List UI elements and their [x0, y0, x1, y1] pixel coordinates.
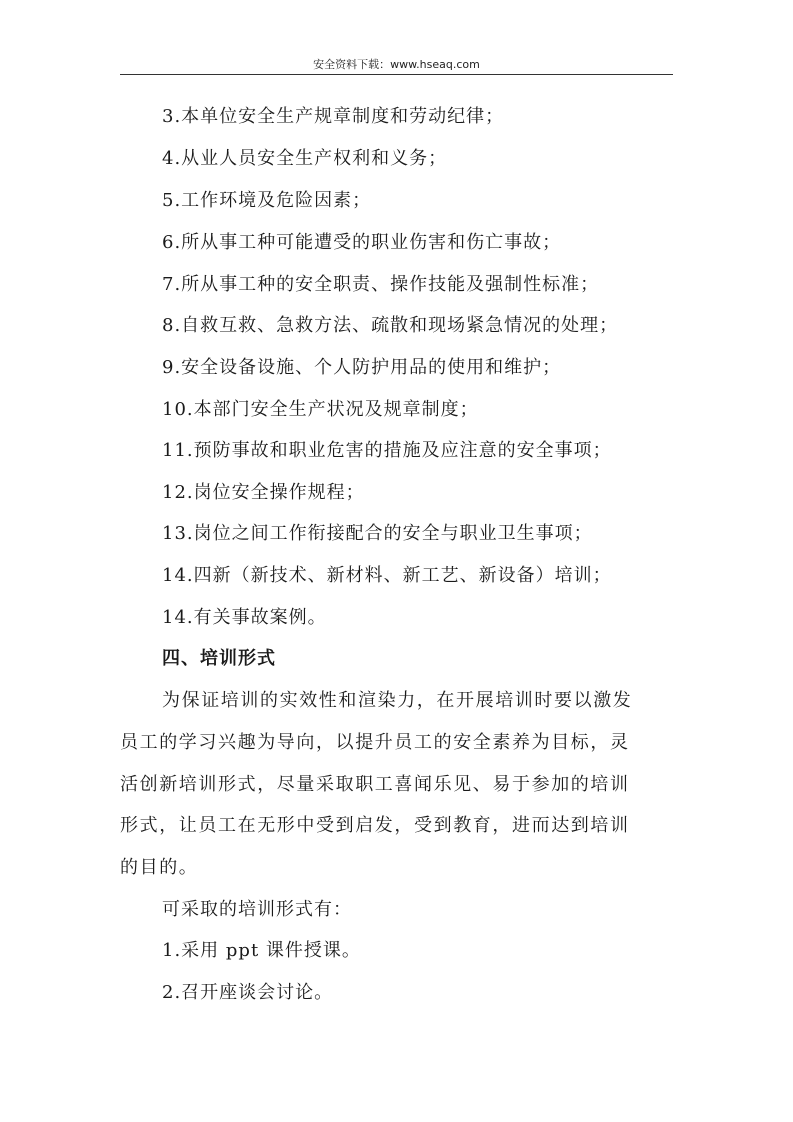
list-item: 7.所从事工种的安全职责、操作技能及强制性标准；: [162, 274, 600, 295]
list-item: 1.采用 ppt 课件授课。: [162, 940, 361, 961]
list-item: 14.四新（新技术、新材料、新工艺、新设备）培训；: [162, 565, 612, 586]
list-item: 11.预防事故和职业危害的措施及应注意的安全事项；: [162, 440, 612, 461]
paragraph-line: 的目的。: [120, 857, 199, 878]
list-item: 9.安全设备设施、个人防护用品的使用和维护；: [162, 357, 562, 378]
page-header: 安全资料下载：www.hseaq.com: [313, 58, 480, 71]
forms-intro: 可采取的培训形式有：: [162, 899, 352, 920]
list-item: 8.自救互救、急救方法、疏散和现场紧急情况的处理；: [162, 315, 619, 336]
section-heading: 四、培训形式: [162, 648, 276, 669]
paragraph-line: 形式，让员工在无形中受到启发，受到教育，进而达到培训: [120, 815, 630, 836]
list-item: 13.岗位之间工作衔接配合的安全与职业卫生事项；: [162, 523, 593, 544]
list-item: 4.从业人员安全生产权利和义务；: [162, 148, 448, 169]
list-item: 14.有关事故案例。: [162, 607, 327, 628]
list-item: 3.本单位安全生产规章制度和劳动纪律；: [162, 106, 505, 127]
list-item: 12.岗位安全操作规程；: [162, 482, 365, 503]
header-divider: [120, 74, 673, 75]
list-item: 6.所从事工种可能遭受的职业伤害和伤亡事故；: [162, 232, 562, 253]
paragraph-line: 为保证培训的实效性和渲染力，在开展培训时要以激发: [162, 690, 633, 711]
paragraph-line: 员工的学习兴趣为导向，以提升员工的安全素养为目标，灵: [120, 732, 630, 753]
paragraph-line: 活创新培训形式，尽量采取职工喜闻乐见、易于参加的培训: [120, 774, 630, 795]
list-item: 5.工作环境及危险因素；: [162, 190, 372, 211]
list-item: 2.召开座谈会讨论。: [162, 982, 334, 1003]
list-item: 10.本部门安全生产状况及规章制度；: [162, 399, 479, 420]
